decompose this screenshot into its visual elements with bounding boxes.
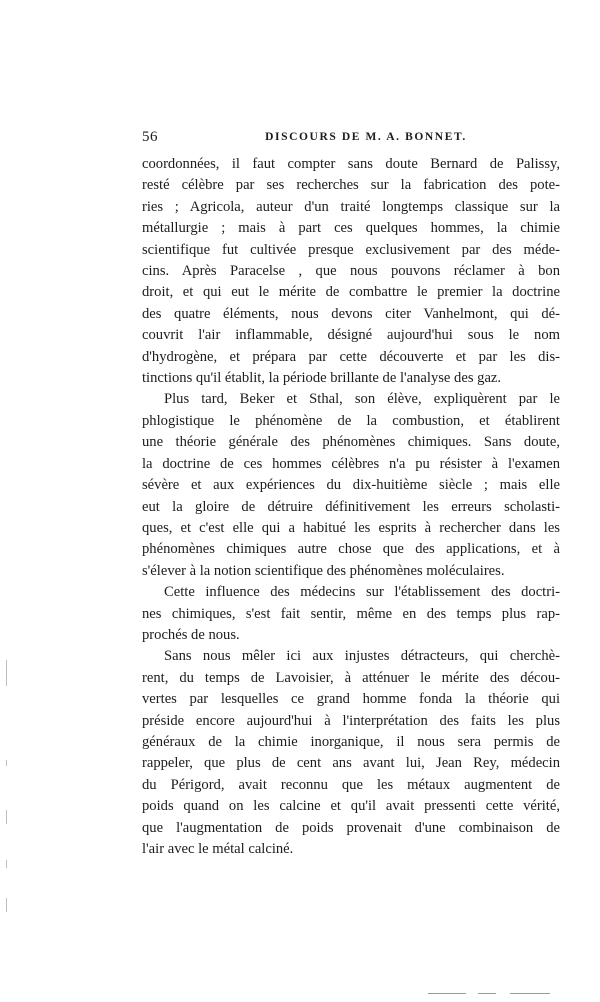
text-line: ques, et c'est elle qui a habitué les esprits à rechercher dans les (142, 519, 560, 536)
text-line: vertes par lesquelles ce grand homme fonda la théorie qui (142, 691, 560, 708)
paragraph (142, 389, 560, 582)
scan-edge-mark (478, 993, 496, 994)
text-line: rent, du temps de Lavoisier, à atténuer le mérite des décou- (142, 669, 560, 686)
text-line: une théorie générale des phénomènes chimiques. Sans doute, (142, 434, 560, 451)
text-line: des quatre éléments, nous devons citer Vanhelmont, qui dé- (142, 305, 560, 322)
body-text (142, 154, 560, 860)
text-line: nes chimiques, s'est fait sentir, même en des temps plus rap- (142, 605, 560, 622)
text-line: la doctrine de ces hommes célèbres n'a pu résister à l'examen (142, 455, 560, 472)
text-line: Sans nous mêler ici aux injustes détracteurs, qui cherchè- (164, 648, 560, 665)
text-line: du Périgord, avait reconnu que les métaux augmentent de (142, 776, 560, 793)
text-line: l'air avec le métal calciné. (142, 841, 294, 857)
text-line: poids quand on les calcine et qu'il avait pressenti cette vérité, (142, 798, 560, 815)
scan-margin-marks (6, 660, 10, 920)
text-line: scientifique fut cultivée presque exclusivement par des méde- (142, 241, 560, 258)
paragraph (142, 582, 560, 646)
text-line: que l'augmentation de poids provenait d'une combinaison de (142, 819, 560, 836)
running-head: DISCOURS DE M. A. BONNET. (265, 131, 467, 143)
text-line: ries ; Agricola, auteur d'un traité longtemps classique sur la (142, 198, 560, 215)
text-line: métallurgie ; mais à part ces quelques hommes, la chimie (142, 220, 560, 237)
text-line: phénomènes chimiques autre chose que des applications, et à (142, 541, 560, 558)
text-line: coordonnées, il faut compter sans doute Bernard de Palissy, (142, 156, 560, 172)
text-line: eut la gloire de détruire définitivement les erreurs scholasti- (142, 498, 560, 515)
paragraph (142, 154, 560, 389)
text-line: prochés de nous. (142, 626, 240, 643)
text-line: Plus tard, Beker et Sthal, son élève, expliquèrent par le (164, 391, 560, 408)
text-line: phlogistique le phénomène de la combustion, et établirent (142, 412, 560, 429)
text-line: cins. Après Paracelse , que nous pouvons réclamer à bon (142, 263, 560, 280)
page-header (142, 129, 560, 149)
text-line: préside encore aujourd'hui à l'interprétation des faits les plus (142, 712, 560, 729)
text-line: tinctions qu'il établit, la période brillante de l'analyse des gaz. (142, 370, 502, 387)
paragraph (142, 646, 560, 860)
text-line: resté célèbre par ses recherches sur la fabrication des pote- (142, 177, 560, 194)
text-line: rappeler, que plus de cent ans avant lui, Jean Rey, médecin (142, 755, 560, 772)
text-line: Cette influence des médecins sur l'établissement des doctri- (164, 584, 560, 601)
text-line: couvrit l'air inflammable, désigné aujourd'hui sous le nom (142, 327, 560, 344)
text-line: sévère et aux expériences du dix-huitième siècle ; mais elle (142, 477, 560, 494)
scan-edge-mark (428, 993, 466, 994)
text-line: généraux de la chimie inorganique, il nous sera permis de (142, 733, 560, 750)
text-line: d'hydrogène, et prépara par cette découverte et par les dis- (142, 348, 560, 365)
scan-edge-mark (510, 993, 550, 994)
text-line: droit, et qui eut le mérite de combattre le premier la doctrine (142, 284, 560, 301)
page-number: 56 (142, 129, 158, 145)
text-line: s'élever à la notion scientifique des phénomènes moléculaires. (142, 562, 505, 579)
